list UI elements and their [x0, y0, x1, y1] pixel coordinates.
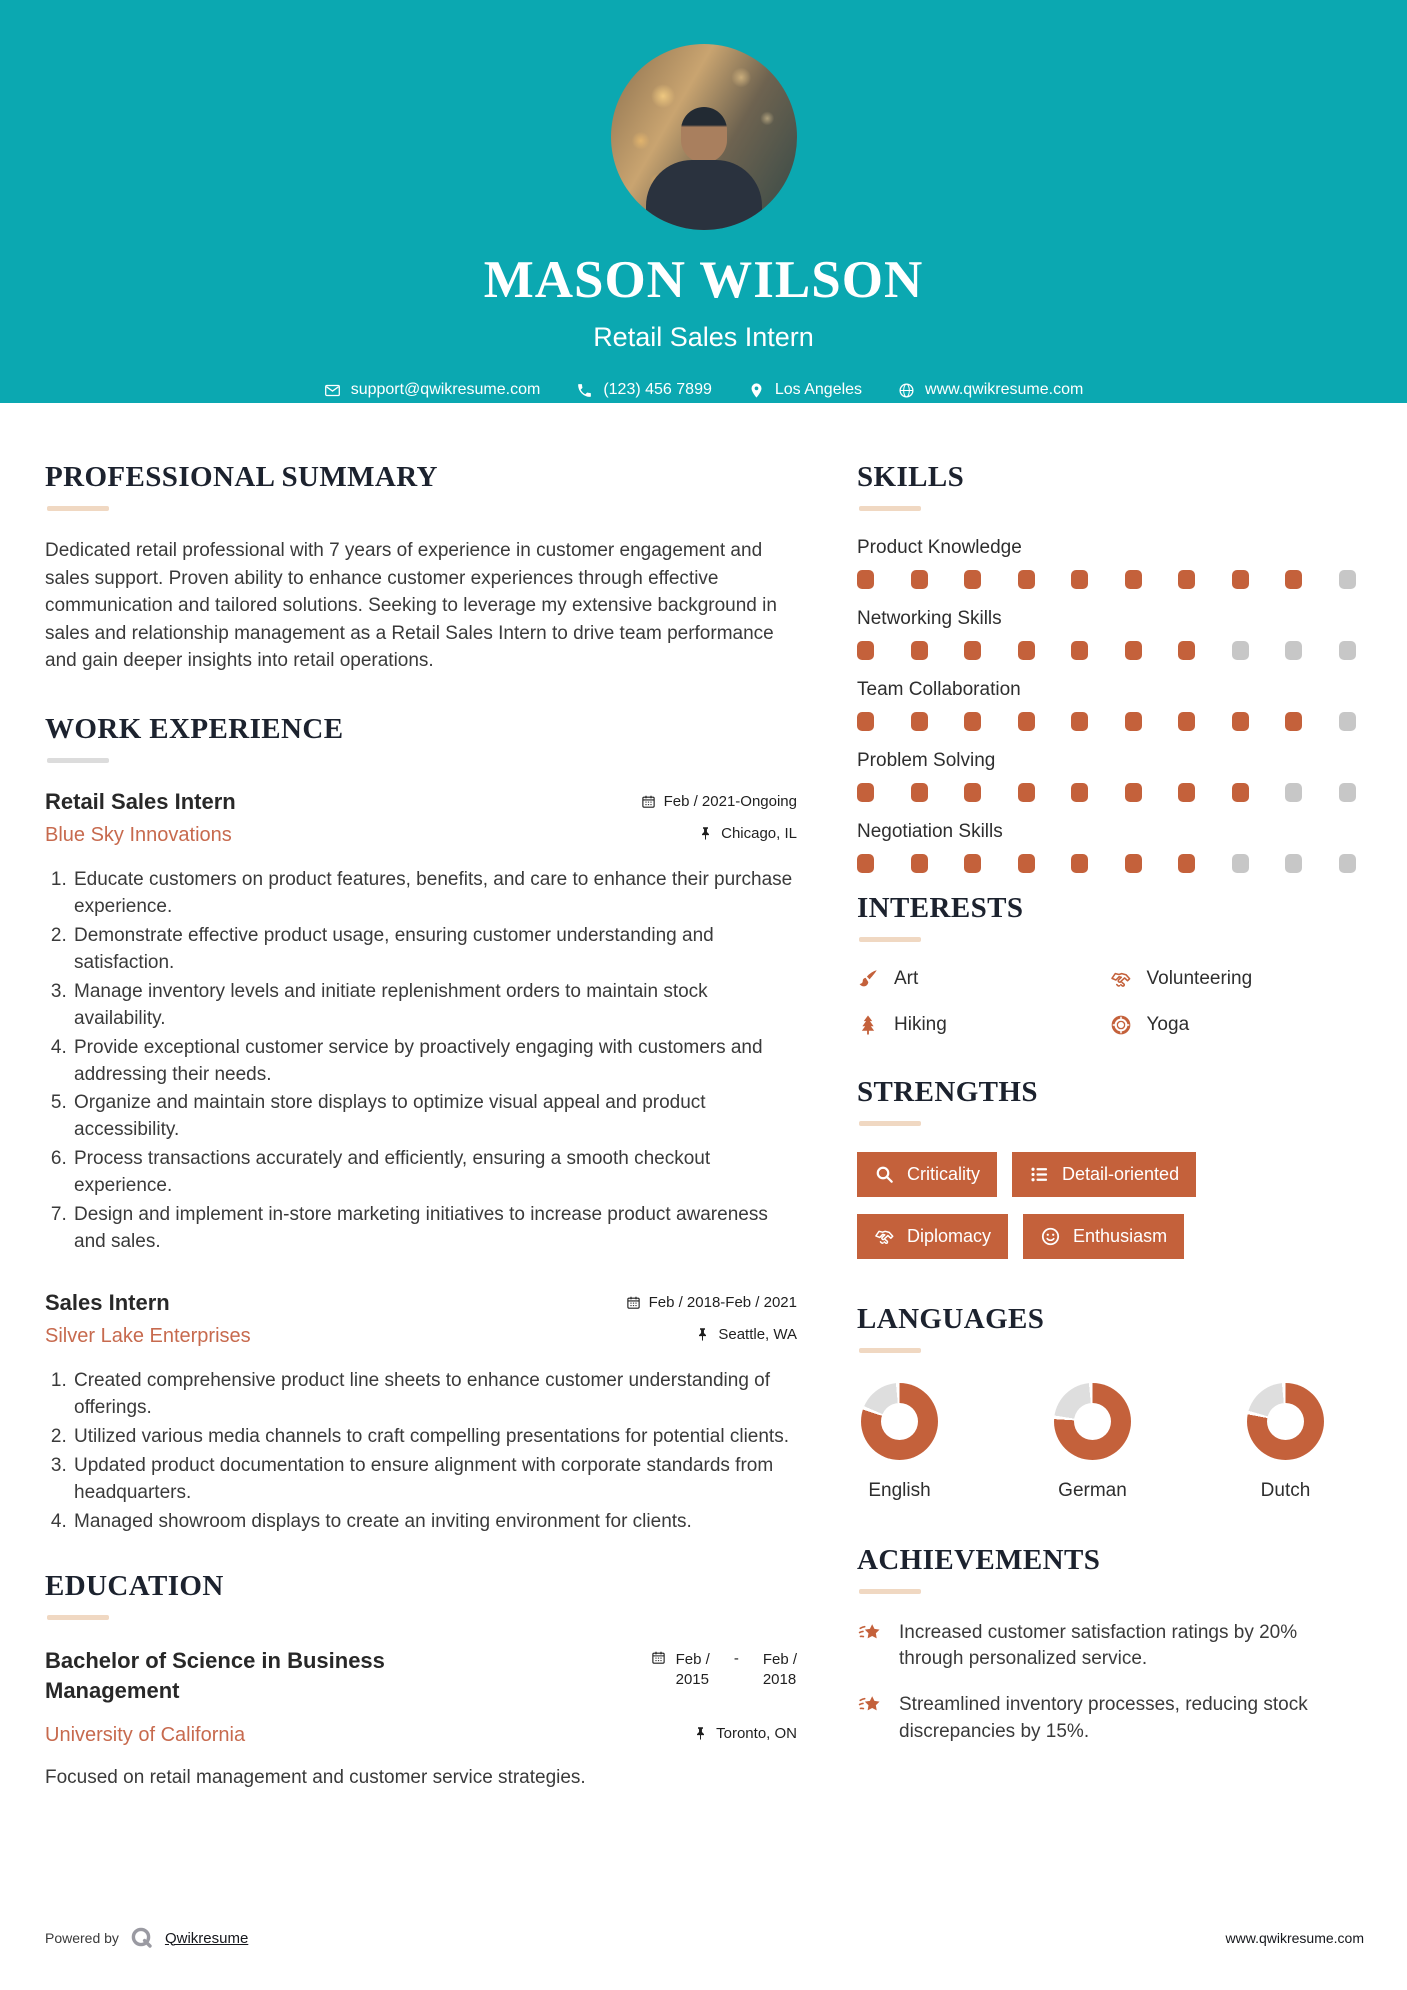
- skill-dot: [1339, 712, 1356, 731]
- summary-text: Dedicated retail professional with 7 years of experience in customer engagement and sales support. Proven ability to enhance customer experiences through effective communication and tailored solutions. Seeking to leverage my extensive background in sales and relationship management as a Retail Sales Intern to drive team performance and gain deeper insights into retail operations.: [45, 540, 777, 672]
- job-location: [698, 825, 797, 842]
- contact-item: [748, 381, 862, 399]
- pushpin-icon: [693, 1726, 708, 1741]
- job-subheader-row: [45, 1316, 797, 1348]
- strength-badge[interactable]: [1023, 1214, 1184, 1259]
- strengths-list: [857, 1152, 1337, 1259]
- education-row2: [45, 1715, 797, 1747]
- language-label: German: [1058, 1480, 1127, 1501]
- skill-dot: [1125, 783, 1142, 802]
- skill-dots: [857, 854, 1362, 873]
- handshake-icon: [874, 1226, 895, 1247]
- skill-dot: [964, 570, 981, 589]
- contact-item: [576, 381, 712, 399]
- skill-dot: [1178, 570, 1195, 589]
- skill-row: [857, 821, 1362, 873]
- footer: [45, 1926, 1364, 1950]
- job-bullet: 7. Design and implement in-store marketing initiatives to increase product awareness and sales.: [72, 1202, 797, 1256]
- skill-dot: [1071, 854, 1088, 873]
- achievement-item: [857, 1620, 1362, 1672]
- section-title-strengths: STRENGTHS: [857, 1076, 1038, 1108]
- education-section: [45, 1570, 797, 1789]
- interest-label: Yoga: [1146, 1014, 1190, 1035]
- languages-section: [857, 1303, 1362, 1502]
- job-location: [695, 1326, 797, 1343]
- language-label: English: [868, 1480, 931, 1501]
- skill-dot: [911, 783, 928, 802]
- skill-dot: [857, 570, 874, 589]
- powered-by-label: Powered by: [45, 1930, 119, 1946]
- section-title-interests: INTERESTS: [857, 892, 1024, 924]
- language-donut: [1054, 1383, 1131, 1460]
- language-label: Dutch: [1260, 1480, 1311, 1501]
- job-subheader-row: [45, 815, 797, 847]
- skill-dot: [1018, 570, 1035, 589]
- job-title: Retail Sales Intern: [45, 788, 236, 814]
- job-bullet-list: [45, 867, 797, 1257]
- strength-label: Enthusiasm: [1073, 1226, 1168, 1246]
- language-item: [1054, 1383, 1131, 1502]
- job-bullet: 4. Managed showroom displays to create an inviting environment for clients.: [72, 1509, 797, 1536]
- skill-dot: [857, 712, 874, 731]
- job-bullet: 1. Educate customers on product features, benefits, and care to enhance their purchase experience.: [72, 867, 797, 921]
- skill-dot: [1178, 854, 1195, 873]
- job-title: Sales Intern: [45, 1290, 170, 1316]
- education-location: Toronto, ON: [693, 1725, 797, 1742]
- qwikresume-brand-link[interactable]: Qwikresume: [164, 1929, 249, 1947]
- skill-dot: [1285, 570, 1302, 589]
- date-separator: -: [733, 1650, 739, 1668]
- skill-dot: [1339, 641, 1356, 660]
- job-bullet: 1. Created comprehensive product line sheets to enhance customer understanding of offerings.: [72, 1368, 797, 1422]
- skill-dot: [911, 570, 928, 589]
- skill-dot: [964, 641, 981, 660]
- interest-item: [1110, 968, 1363, 990]
- skill-dot: [1285, 641, 1302, 660]
- job-header-row: [45, 789, 797, 815]
- skill-dot: [1285, 783, 1302, 802]
- calendar-icon: [651, 1650, 666, 1665]
- degree-title: Bachelor of Science in Business Management: [45, 1648, 385, 1703]
- job-entry: [45, 1290, 797, 1536]
- achievement-text: Increased customer satisfaction ratings by 20% through personalized service.: [899, 1622, 1298, 1670]
- calendar-icon: [641, 794, 656, 809]
- candidate-name: MASON WILSON: [483, 251, 924, 309]
- skill-dot: [964, 783, 981, 802]
- contact-item[interactable]: [898, 381, 1083, 399]
- pushpin-icon: [695, 1327, 710, 1342]
- skill-dot: [1232, 783, 1249, 802]
- skill-dot: [1339, 854, 1356, 873]
- job-bullet: 3. Manage inventory levels and initiate replenishment orders to maintain stock availability.: [72, 979, 797, 1033]
- skill-row: [857, 750, 1362, 802]
- education-header: [45, 1646, 797, 1705]
- interest-item: [1110, 1014, 1363, 1036]
- skill-label: Team Collaboration: [857, 679, 1021, 700]
- job-bullet: 4. Provide exceptional customer service by proactively engaging with customers and addressing their needs.: [72, 1035, 797, 1089]
- skill-label: Networking Skills: [857, 608, 1002, 629]
- skill-dot: [1232, 641, 1249, 660]
- section-underline: [859, 1589, 921, 1594]
- skill-dot: [1285, 712, 1302, 731]
- skill-dot: [1125, 570, 1142, 589]
- strength-label: Detail-oriented: [1062, 1164, 1180, 1184]
- company-name: Blue Sky Innovations: [45, 823, 232, 846]
- interest-label: Hiking: [894, 1014, 947, 1035]
- job-bullet: 5. Organize and maintain store displays to optimize visual appeal and product accessibility.: [72, 1090, 797, 1144]
- skill-dot: [1125, 712, 1142, 731]
- education-dates: [651, 1646, 797, 1705]
- contact-text: www.qwikresume.com: [925, 381, 1084, 398]
- skill-dot: [1178, 641, 1195, 660]
- achievement-item: [857, 1692, 1362, 1744]
- company-name: Silver Lake Enterprises: [45, 1325, 251, 1348]
- language-donut: [861, 1383, 938, 1460]
- interest-label: Volunteering: [1146, 968, 1253, 989]
- skills-section: [857, 461, 1362, 873]
- skill-dot: [1018, 783, 1035, 802]
- section-underline: [47, 758, 109, 763]
- pushpin-icon: [698, 826, 713, 841]
- skill-dot: [1071, 712, 1088, 731]
- section-underline: [859, 506, 921, 511]
- skill-dot: [857, 641, 874, 660]
- skills-list: [857, 537, 1362, 873]
- section-underline: [47, 1615, 109, 1620]
- header: [0, 0, 1407, 403]
- strength-label: Criticality: [907, 1164, 981, 1184]
- education-end-date: Feb / 2018: [762, 1651, 797, 1689]
- skill-dot: [1178, 783, 1195, 802]
- job-location-text: Chicago, IL: [721, 824, 797, 842]
- profile-photo: [611, 44, 797, 230]
- skill-label: Problem Solving: [857, 750, 996, 771]
- achievements-list: [857, 1620, 1362, 1745]
- interests-list: [857, 968, 1362, 1036]
- star-badge-icon: [857, 1692, 883, 1744]
- skill-row: [857, 608, 1362, 660]
- work-experience-section: [45, 713, 797, 1536]
- qwikresume-logo-icon: [130, 1926, 154, 1950]
- skill-dot: [911, 641, 928, 660]
- globe-icon: [898, 382, 915, 399]
- job-bullet: 3. Updated product documentation to ensure alignment with corporate standards from headquarters.: [72, 1453, 797, 1507]
- job-date-text: Feb / 2018-Feb / 2021: [648, 1294, 797, 1312]
- achievements-section: [857, 1544, 1362, 1745]
- skill-dot: [857, 854, 874, 873]
- contact-bar: [0, 381, 1407, 399]
- job-date-text: Feb / 2021-Ongoing: [663, 792, 797, 810]
- calendar-icon: [651, 1650, 666, 1665]
- location-pin-icon: [748, 382, 765, 399]
- phone-icon: [576, 382, 593, 399]
- skill-dot: [1018, 712, 1035, 731]
- smiley-icon: [1040, 1226, 1061, 1247]
- star-badge-icon: [857, 1620, 883, 1672]
- skill-row: [857, 679, 1362, 731]
- job-bullet: 2. Utilized various media channels to craft compelling presentations for potential clients.: [72, 1424, 797, 1451]
- job-entry: [45, 789, 797, 1257]
- strength-badge[interactable]: [857, 1214, 1008, 1259]
- education-note: Focused on retail management and customer service strategies.: [45, 1767, 586, 1789]
- contact-text: Los Angeles: [774, 381, 863, 398]
- skill-dot: [1339, 783, 1356, 802]
- skill-dot: [1071, 570, 1088, 589]
- skill-dots: [857, 712, 1362, 731]
- skill-dot: [911, 854, 928, 873]
- skill-dot: [1125, 854, 1142, 873]
- section-underline: [859, 937, 921, 942]
- footer-url[interactable]: www.qwikresume.com: [1225, 1930, 1364, 1946]
- paintbrush-icon: [857, 968, 879, 990]
- candidate-job-title: Retail Sales Intern: [593, 322, 814, 352]
- job-bullet: 2. Demonstrate effective product usage, ensuring customer understanding and satisfaction.: [72, 923, 797, 977]
- skill-dots: [857, 641, 1362, 660]
- skill-dot: [1178, 712, 1195, 731]
- skill-dot: [1071, 783, 1088, 802]
- interest-label: Art: [894, 968, 919, 989]
- job-bullet: 6. Process transactions accurately and efficiently, ensuring a smooth checkout experience.: [72, 1146, 797, 1200]
- skill-dot: [1339, 570, 1356, 589]
- powered-by: [45, 1926, 248, 1950]
- job-list: [45, 789, 797, 1536]
- skill-dot: [964, 854, 981, 873]
- skill-dot: [857, 783, 874, 802]
- strength-label: Diplomacy: [907, 1226, 992, 1246]
- skill-dot: [1018, 854, 1035, 873]
- section-title-skills: SKILLS: [857, 461, 965, 493]
- skill-dot: [1071, 641, 1088, 660]
- skill-dot: [1232, 712, 1249, 731]
- resume-body: [0, 403, 1407, 1789]
- section-title-summary: PROFESSIONAL SUMMARY: [45, 461, 438, 493]
- contact-item[interactable]: [324, 381, 541, 399]
- skill-dot: [1285, 854, 1302, 873]
- skill-dots: [857, 570, 1362, 589]
- language-item: [1247, 1383, 1324, 1502]
- section-title-education: EDUCATION: [45, 1570, 224, 1603]
- skill-label: Negotiation Skills: [857, 821, 1003, 842]
- qwikresume-logo-icon: [130, 1926, 154, 1950]
- section-title-languages: LANGUAGES: [857, 1303, 1045, 1335]
- school-name: University of California: [45, 1724, 246, 1747]
- job-date: [641, 793, 797, 810]
- language-item: [861, 1383, 938, 1502]
- section-underline: [47, 506, 109, 511]
- education-start-date: Feb / 2015: [675, 1651, 710, 1689]
- skill-dot: [911, 712, 928, 731]
- contact-text: (123) 456 7899: [603, 381, 712, 398]
- job-bullet-list: [45, 1368, 797, 1536]
- skill-dot: [1232, 854, 1249, 873]
- lifebuoy-icon: [1110, 1014, 1132, 1036]
- interests-section: [857, 892, 1362, 1036]
- skill-dot: [1125, 641, 1142, 660]
- handshake-icon: [1110, 968, 1132, 990]
- job-date: [626, 1294, 797, 1311]
- professional-summary-section: [45, 461, 797, 675]
- left-column: [45, 461, 797, 1789]
- job-location-text: Seattle, WA: [718, 1326, 797, 1344]
- section-underline: [859, 1121, 921, 1126]
- skill-row: [857, 537, 1362, 589]
- interest-item: [857, 1014, 1110, 1036]
- email-icon: [324, 382, 341, 399]
- tree-icon: [857, 1014, 879, 1036]
- contact-text: support@qwikresume.com: [350, 381, 541, 398]
- skill-label: Product Knowledge: [857, 537, 1022, 558]
- languages-list: [857, 1379, 1362, 1502]
- calendar-icon: [626, 1295, 641, 1310]
- interest-item: [857, 968, 1110, 990]
- strength-badge[interactable]: [1012, 1152, 1196, 1197]
- job-header-row: [45, 1290, 797, 1316]
- magnifier-icon: [874, 1164, 895, 1185]
- list-icon: [1029, 1164, 1050, 1185]
- section-title-achievements: ACHIEVEMENTS: [857, 1544, 1101, 1576]
- right-column: [857, 461, 1362, 1789]
- section-underline: [859, 1348, 921, 1353]
- skill-dot: [1018, 641, 1035, 660]
- strengths-section: [857, 1076, 1362, 1259]
- strength-badge[interactable]: [857, 1152, 997, 1197]
- section-title-experience: WORK EXPERIENCE: [45, 712, 344, 745]
- skill-dots: [857, 783, 1362, 802]
- achievement-text: Streamlined inventory processes, reducing stock discrepancies by 15%.: [899, 1694, 1308, 1742]
- pushpin-icon: [693, 1726, 708, 1741]
- language-donut: [1247, 1383, 1324, 1460]
- skill-dot: [1232, 570, 1249, 589]
- skill-dot: [964, 712, 981, 731]
